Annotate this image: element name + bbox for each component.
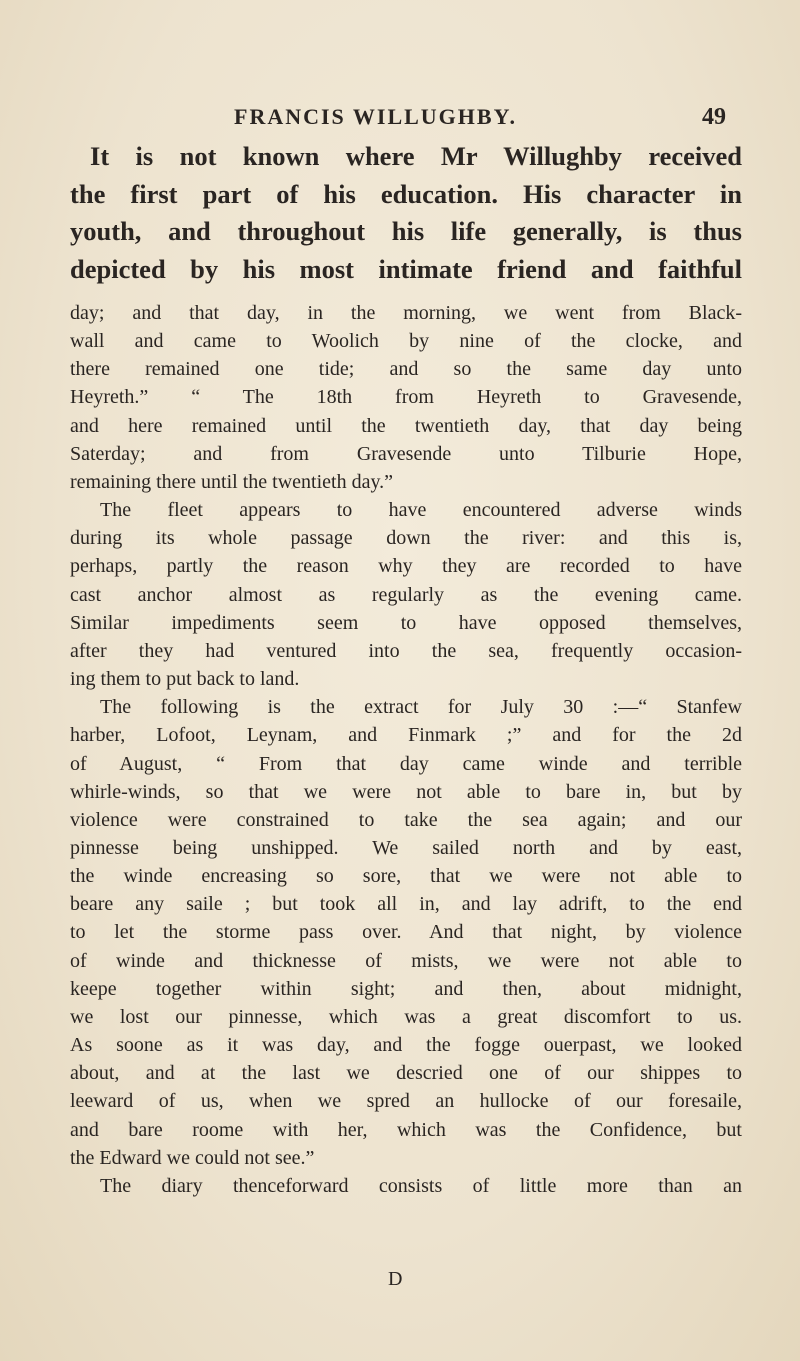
body-line: Saterday; and from Gravesende unto Tilburie Hope, [70,442,742,465]
intro-paragraph [70,138,742,288]
intro-line: It is not known where Mr Willughby received [90,141,742,171]
body-line: we lost our pinnesse, which was a great discomfort to us. [70,1005,742,1028]
running-title: FRANCIS WILLUGHBY. [234,104,517,129]
body-line: violence were constrained to take the sea again; and our [70,808,742,831]
page-number: 49 [702,104,726,130]
body-line: The following is the extract for July 30 :—“ Stanfew [100,696,742,719]
body-line: remaining there until the twentieth day.” [70,470,394,493]
body-line: Similar impediments seem to have opposed themselves, [70,611,742,634]
body-line: during its whole passage down the river: and this is, [70,527,742,550]
body-line: day; and that day, in the morning, we went from Black- [70,302,742,324]
body-text [70,299,742,1200]
intro-line: the first part of his education. His character in [70,178,742,209]
running-head [190,104,750,134]
body-line: and bare roome with her, which was the Confidence, but [70,1118,742,1141]
body-line: of August, “ From that day came winde and terrible [70,752,742,775]
body-line: beare any saile ; but took all in, and lay adrift, to the end [70,893,742,916]
body-line: perhaps, partly the reason why they are recorded to have [70,555,742,578]
body-line: cast anchor almost as regularly as the evening came. [70,583,742,606]
body-line: The diary thenceforward consists of little more than an [100,1174,742,1197]
body-line: the Edward we could not see.” [70,1146,315,1169]
body-line: ing them to put back to land. [70,668,300,691]
body-line: leeward of us, when we spred an hullocke of our foresaile, [70,1090,742,1113]
body-line: and here remained until the twentieth day, that day being [70,414,742,437]
body-line: after they had ventured into the sea, frequently occasion- [70,639,742,662]
body-line: the winde encreasing so sore, that we were not able to [70,865,742,888]
intro-line: depicted by his most intimate friend and faithful [70,253,742,284]
signature-mark: D [388,1268,403,1290]
body-line: Heyreth.” “ The 18th from Heyreth to Gravesende, [70,386,742,409]
body-line: there remained one tide; and so the same day unto [70,358,742,381]
body-line: of winde and thicknesse of mists, we were not able to [70,949,742,972]
body-line: keepe together within sight; and then, about midnight, [70,977,742,1000]
intro-line: youth, and throughout his life generally, is thus [70,216,742,246]
body-line: As soone as it was day, and the fogge ouerpast, we looked [70,1034,742,1057]
body-line: about, and at the last we descried one of our shippes to [70,1062,742,1085]
body-line: to let the storme pass over. And that night, by violence [70,921,742,944]
body-line: The fleet appears to have encountered adverse winds [100,499,742,522]
body-line: whirle-winds, so that we were not able to bare in, but by [70,780,742,803]
body-line: pinnesse being unshipped. We sailed north and by east, [70,836,742,859]
body-line: harber, Lofoot, Leynam, and Finmark ;” and for the 2d [70,724,742,747]
body-line: wall and came to Woolich by nine of the clocke, and [70,330,742,353]
